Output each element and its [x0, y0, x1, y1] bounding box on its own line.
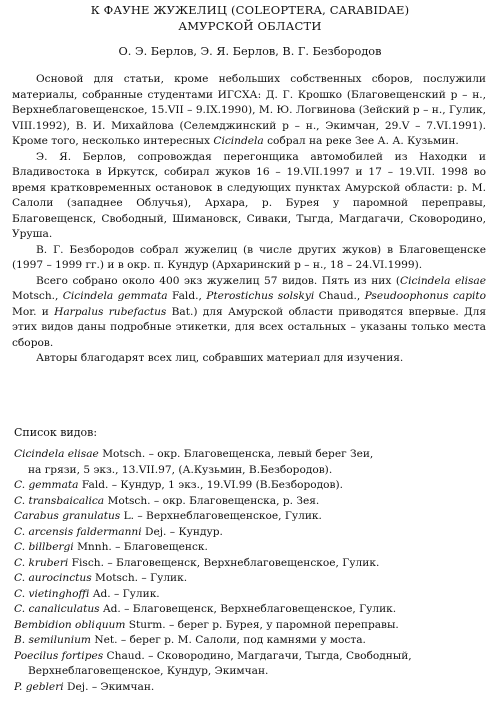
species-entry [14, 633, 490, 649]
species-locality: Mnnh. – Благовещенск. [73, 541, 208, 553]
species-locality: Sturm. – берег р. Бурея, у паромной переправы. [125, 618, 399, 631]
species-entry [14, 478, 490, 494]
article-body [12, 72, 486, 367]
species-entry-text: на грязи, 5 экз., 13.VII.97, (А.Кузьмин, В.Безбородов). [28, 463, 333, 476]
species-name: C. kruberi [14, 556, 69, 569]
species-name: C. canaliculatus [14, 603, 100, 615]
species-locality: Motsch. – окр. Благовещенска, левый берег Зеи, [98, 448, 374, 460]
species-entry [14, 571, 490, 587]
species-entry-text: Верхнеблаговещенское, Кундур, Экимчан. [28, 665, 269, 677]
species-entry [14, 509, 490, 525]
paragraph-1: Основой для статьи, кроме небольших собственных сборов, послужили материалы, собранные студентами ИГСХА: Д. Г. Крошко (Благовещенский р – н., Верхнеблаговещенское, 15.VII – 9.IX.1990), М. Ю. Логвинова (Зейский р – н., Гулик, VIII.1992), В. И. Михайлова (Селемджинский р – н., Экимчан, 29.V – 7.VI.1991). Кроме того, несколько интересных Cicindela собрал на реке Зее А. А. Кузьмин. [12, 73, 486, 147]
species-name: C. vietinghoffi [14, 587, 90, 600]
species-locality: Dej. – Экимчан. [63, 680, 155, 693]
species-list-heading: Список видов: [14, 426, 98, 439]
article-title-line-1: К ФАУНЕ ЖУЖЕЛИЦ (COLEOPTERA, CARABIDAE) [90, 3, 410, 17]
species-entry [14, 618, 490, 634]
species-entry [14, 556, 490, 572]
species-locality: Fald. – Кундур, 1 экз., 19.VI.99 (В.Безбородов). [78, 479, 343, 491]
article-title-line-2: АМУРСКОЙ ОБЛАСТИ [178, 19, 322, 33]
species-entry [14, 447, 490, 463]
species-locality: Net. – берег р. М. Салоли, под камнями у моста. [90, 634, 366, 646]
species-locality: L. – Верхнеблаговещенское, Гулик. [120, 510, 322, 522]
species-name: C. transbaicalica [14, 494, 105, 507]
species-name: C. aurocinctus [14, 572, 92, 584]
species-entry-continuation [14, 463, 490, 479]
species-entry [14, 525, 490, 541]
species-name: C. arcensis faldermanni [14, 525, 142, 538]
paragraph-3: В. Г. Безбородов собрал жужелиц (в числе других жуков) в Благовещенске (1997 – 1999 гг.) и в окр. п. Кундур (Архаринский р – н., 18 – 24.VI.1999). [12, 243, 486, 271]
species-entry [14, 649, 490, 665]
species-name: Carabus granulatus [14, 510, 121, 522]
species-entry-continuation [14, 664, 490, 680]
species-locality: Chaud. – Сковородино, Магдагачи, Тыгда, Свободный, [103, 649, 412, 662]
paragraph-2: Э. Я. Берлов, сопровождая перегонщика автомобилей из Находки и Владивостока в Иркутск, собирал жуков 16 – 19.VII.1997 и 17 – 19.VII. 1998 во время кратковременных остановок в следующих пунктах Амурской области: р. М. Салоли (западнее Облучья), Архара, р. Бурея у паромной переправы, Благовещенск, Свободный, Шимановск, Сиваки, Тыгда, Магдагачи, Сковородино, Уруша. [12, 150, 486, 240]
species-locality: Motsch. – окр. Благовещенска, р. Зея. [104, 494, 320, 507]
species-entry [14, 680, 490, 696]
authors-line: О. Э. Берлов, Э. Я. Берлов, В. Г. Безбородов [118, 45, 382, 58]
species-name: C. billbergi [14, 541, 74, 553]
species-name: C. gemmata [14, 479, 79, 491]
species-name: Bembidion obliquum [14, 618, 126, 631]
paragraph-5: Авторы благодарят всех лиц, собравших материал для изучения. [36, 352, 404, 364]
species-entry [14, 494, 490, 510]
species-locality: Ad. – Благовещенск, Верхнеблаговещенское, Гулик. [99, 603, 397, 615]
species-name: P. gebleri [14, 680, 64, 693]
species-entry [14, 540, 490, 556]
species-list [14, 447, 490, 695]
species-name: B. semilunium [14, 634, 91, 646]
species-locality: Motsch. – Гулик. [91, 572, 188, 584]
paragraph-4: Всего собрано около 400 экз жужелиц 57 видов. Пять из них (Cicindela elisae Motsch., Cicindela gemmata Fald., Pterostichus solskyi Chaud., Pseudoophonus capito Mor. и Harpalus rubefactus Bat.) для Амурской области приводятся впервые. Для этих видов даны подробные этикетки, для всех остальных – указаны только места сборов. [12, 274, 487, 349]
species-entry [14, 587, 490, 603]
species-locality: Dej. – Кундур. [141, 525, 223, 538]
species-locality: Ad. – Гулик. [89, 587, 160, 600]
species-name: Cicindela elisae [14, 448, 99, 460]
species-name: Poecilus fortipes [14, 649, 104, 662]
species-locality: Fisch. – Благовещенск, Верхнеблаговещенское, Гулик. [68, 556, 380, 569]
species-entry [14, 602, 490, 618]
